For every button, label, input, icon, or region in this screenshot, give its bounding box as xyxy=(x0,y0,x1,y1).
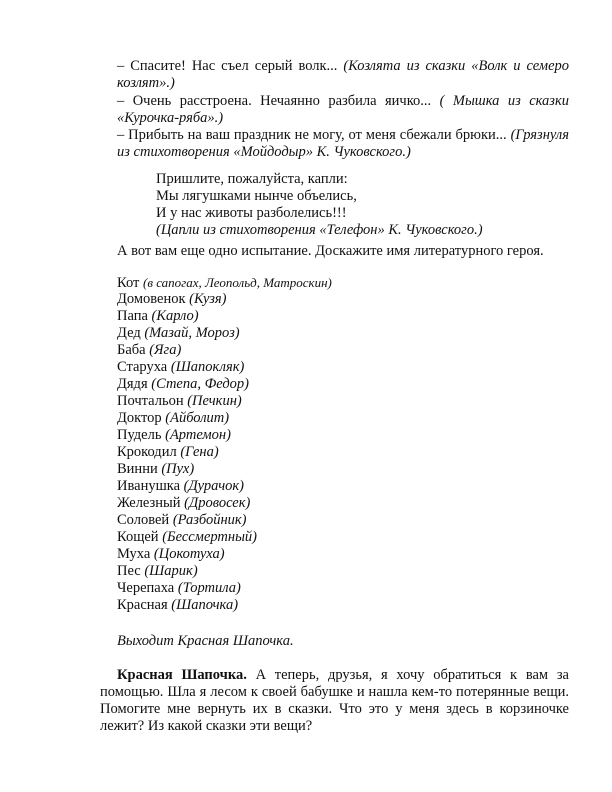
list-item: Пес (Шарик) xyxy=(117,563,198,579)
list-item: Красная (Шапочка) xyxy=(117,597,239,613)
poem-line: Мы лягушками нынче объелись, xyxy=(156,188,357,204)
list-item: Крокодил (Гена) xyxy=(117,444,219,460)
dialogue-speech: – Прибыть на ваш праздник не могу, от меня сбежали брюки... xyxy=(117,127,507,143)
list-item: Железный (Дровосек) xyxy=(117,495,251,511)
list-item: Баба (Яга) xyxy=(117,342,182,358)
list-item: Папа (Карло) xyxy=(117,308,199,324)
dialogue-line-2 xyxy=(117,93,569,127)
poem-source: (Цапли из стихотворения «Телефон» К. Чуковского.) xyxy=(156,222,483,238)
list-item: Старуха (Шапокляк) xyxy=(117,359,245,375)
poem-line: И у нас животы разболелись!!! xyxy=(156,205,347,221)
list-item: Кощей (Бессмертный) xyxy=(117,529,257,545)
task-text: А вот вам еще одно испытание. Доскажите имя литературного героя. xyxy=(117,243,544,259)
heroes-list xyxy=(117,274,537,614)
dialogue-source: (Козлята из сказки «Волк и семеро козлят».) xyxy=(117,58,569,91)
list-item: Кот (в сапогах, Леопольд, Матроскин) xyxy=(117,275,332,291)
poem-line: Пришлите, пожалуйста, капли: xyxy=(156,171,348,187)
list-item: Дядя (Степа, Федор) xyxy=(117,376,249,392)
list-item: Дед (Мазай, Мороз) xyxy=(117,325,240,341)
list-item: Муха (Цокотуха) xyxy=(117,546,225,562)
list-item: Иванушка (Дурачок) xyxy=(117,478,245,494)
poem-block xyxy=(156,171,576,239)
dialogue-speech: – Очень расстроена. Нечаянно разбила яичко... xyxy=(117,93,432,109)
dialogue-source: (Грязнуля из стихотворения «Мойдодыр» К. Чуковского.) xyxy=(117,127,569,160)
dialogue-source: ( Мышка из сказки «Курочка-ряба».) xyxy=(117,93,569,126)
dialogue-line-3 xyxy=(117,127,569,161)
final-paragraph xyxy=(100,667,569,735)
speaker-name: Красная Шапочка. xyxy=(117,667,247,683)
list-item: Винни (Пух) xyxy=(117,461,195,477)
dialogue-line-1 xyxy=(117,58,569,92)
list-item: Домовенок (Кузя) xyxy=(117,291,227,307)
list-item: Черепаха (Тортила) xyxy=(117,580,241,596)
list-item: Почтальон (Печкин) xyxy=(117,393,242,409)
list-item: Доктор (Айболит) xyxy=(117,410,230,426)
list-item: Соловей (Разбойник) xyxy=(117,512,247,528)
speaker-text: А теперь, друзья, я хочу обратиться к вам за помощью. Шла я лесом к своей бабушке и нашла кем-то потерянные вещи. Помогите мне вернуть их в сказки. Что это у меня здесь в корзиночке лежит? Из какой сказки эти вещи? xyxy=(100,667,569,734)
dialogue-speech: – Спасите! Нас съел серый волк... xyxy=(117,58,338,74)
stage-direction: Выходит Красная Шапочка. xyxy=(117,633,294,649)
list-item: Пудель (Артемон) xyxy=(117,427,231,443)
